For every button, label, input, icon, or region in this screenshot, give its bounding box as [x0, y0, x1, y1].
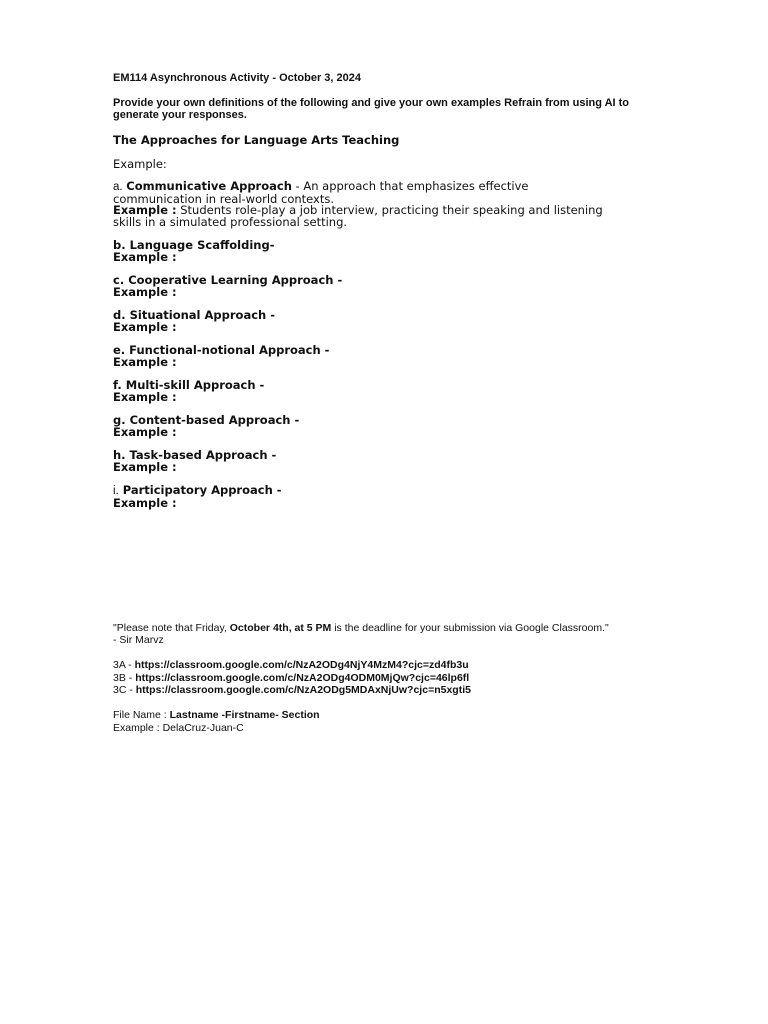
- item-situational: [113, 310, 673, 333]
- item-example-label: Example :: [113, 319, 177, 334]
- item-content-based: [113, 415, 673, 438]
- item-example-label: Example :: [113, 459, 177, 474]
- note-deadline: October 4th, at 5 PM: [229, 622, 332, 634]
- link-row-3a: [113, 659, 673, 672]
- item-example-label: Example :: [113, 495, 177, 510]
- item-communicative-approach: [113, 181, 673, 228]
- classroom-link[interactable]: https://classroom.google.com/c/NzA2ODg5MDAxNjUw?cjc=n5xgti5: [135, 684, 471, 696]
- item-heading: h. Task-based Approach -: [113, 448, 277, 462]
- link-section-label: 3A -: [113, 659, 135, 671]
- item-example-label: Example :: [113, 424, 177, 439]
- item-cooperative-learning: [113, 275, 673, 298]
- item-example-label: Example :: [113, 284, 177, 299]
- item-heading: e. Functional-notional Approach -: [113, 343, 330, 357]
- item-a-example-2: skills in a simulated professional setting.: [113, 214, 348, 229]
- classroom-link[interactable]: https://classroom.google.com/c/NzA2ODg4ODM0MjQw?cjc=46lp6fl: [135, 671, 470, 684]
- link-section-label: 3B -: [113, 671, 136, 684]
- item-heading: b. Language Scaffolding-: [113, 238, 275, 252]
- file-name-label: File Name :: [113, 709, 170, 721]
- note-text-pre: "Please note that Friday,: [113, 622, 230, 634]
- file-name-instructions: [113, 709, 673, 734]
- classroom-link[interactable]: https://classroom.google.com/c/NzA2ODg4NjY4MzM4?cjc=zd4fb3u: [134, 659, 469, 671]
- item-participatory: [113, 485, 673, 509]
- item-a-example-1: Students role-play a job interview, practicing their speaking and listening: [176, 203, 603, 217]
- item-a-example-label: Example :: [113, 203, 177, 217]
- item-heading: Participatory Approach -: [118, 483, 282, 497]
- item-i-prefix: i.: [113, 485, 119, 497]
- item-task-based: [113, 450, 673, 473]
- item-language-scaffolding: [113, 240, 673, 263]
- note-text-post: is the deadline for your submission via Google Classroom.": [331, 622, 609, 634]
- document-page: [113, 72, 673, 734]
- deadline-note: [113, 622, 673, 646]
- section-title: The Approaches for Language Arts Teaching: [113, 133, 400, 147]
- file-name-format: Lastname -Firstname- Section: [169, 709, 320, 721]
- instructions-line-2: generate your responses.: [113, 109, 247, 121]
- item-a-definition-1: - An approach that emphasizes effective: [291, 179, 529, 193]
- note-signature: - Sir Marvz: [113, 634, 164, 646]
- instructions: [113, 97, 673, 121]
- item-a-prefix: a.: [113, 181, 123, 193]
- item-example-label: Example :: [113, 389, 177, 404]
- item-multi-skill: [113, 380, 673, 403]
- file-name-example: Example : DelaCruz-Juan-C: [113, 721, 244, 734]
- item-functional-notional: [113, 345, 673, 368]
- item-heading: g. Content-based Approach -: [113, 413, 300, 427]
- item-a-definition-2: communication in real-world contexts.: [113, 191, 334, 206]
- item-example-label: Example :: [113, 249, 177, 264]
- item-heading: d. Situational Approach -: [113, 308, 275, 322]
- link-section-label: 3C -: [113, 684, 136, 696]
- link-row-3c: [113, 684, 673, 697]
- item-a-name: Communicative Approach: [126, 179, 292, 193]
- item-example-label: Example :: [113, 354, 177, 369]
- link-row-3b: [113, 672, 673, 685]
- instructions-line-1: Provide your own definitions of the following and give your own examples Refrain from using AI to: [113, 97, 630, 109]
- document-header: EM114 Asynchronous Activity - October 3, 2024: [113, 72, 361, 84]
- classroom-links: [113, 659, 673, 697]
- example-label: Example:: [113, 157, 167, 171]
- item-heading: f. Multi-skill Approach -: [113, 378, 265, 392]
- item-heading: c. Cooperative Learning Approach -: [113, 273, 343, 287]
